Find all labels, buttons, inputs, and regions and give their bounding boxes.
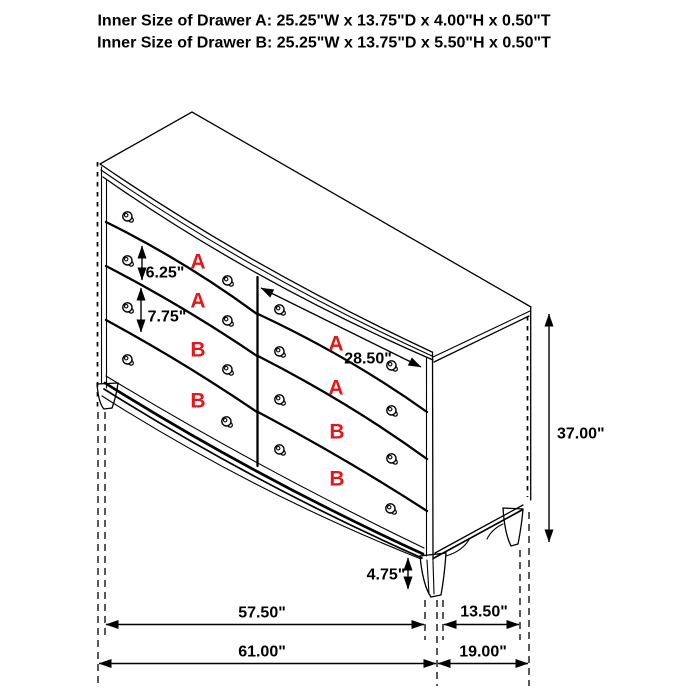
drawer-label: A bbox=[190, 289, 206, 313]
dimension-value: 28.50" bbox=[344, 350, 392, 368]
dimension-overall-height bbox=[549, 314, 605, 542]
dimension-value: 7.75" bbox=[147, 308, 187, 326]
dimension-overall-width bbox=[99, 644, 436, 664]
drawer-label: B bbox=[329, 467, 345, 491]
title-block bbox=[97, 13, 551, 52]
dimension-value: 6.25" bbox=[145, 264, 185, 282]
dresser-illustration bbox=[97, 112, 531, 597]
dimension-front-leg-span bbox=[106, 605, 424, 625]
drawer-label: A bbox=[328, 376, 344, 400]
drawer-label: B bbox=[190, 389, 206, 413]
drawer-b-inner-size-note: Inner Size of Drawer B: 25.25"W x 13.75"D x 5.50"H x 0.50"T bbox=[97, 34, 551, 52]
dimension-value: 57.50" bbox=[238, 604, 286, 622]
dimension-value: 19.00" bbox=[459, 643, 507, 661]
dimension-leg-height bbox=[367, 558, 408, 589]
drawer-label: A bbox=[328, 332, 344, 356]
dimension-value: 13.50" bbox=[460, 603, 508, 621]
dimension-value: 37.00" bbox=[557, 425, 605, 443]
drawer-a-inner-size-note: Inner Size of Drawer A: 25.25"W x 13.75"D x 4.00"H x 0.50"T bbox=[97, 12, 551, 30]
dimension-value: 4.75" bbox=[366, 566, 406, 584]
drawer-label: A bbox=[190, 250, 206, 274]
dimension-side-leg-span bbox=[444, 604, 519, 625]
drawer-label: B bbox=[190, 338, 206, 362]
dimension-overall-depth bbox=[438, 644, 528, 664]
front-right-corner-edge bbox=[433, 352, 434, 560]
drawer-label: B bbox=[329, 420, 345, 444]
dimension-value: 61.00" bbox=[238, 643, 286, 661]
